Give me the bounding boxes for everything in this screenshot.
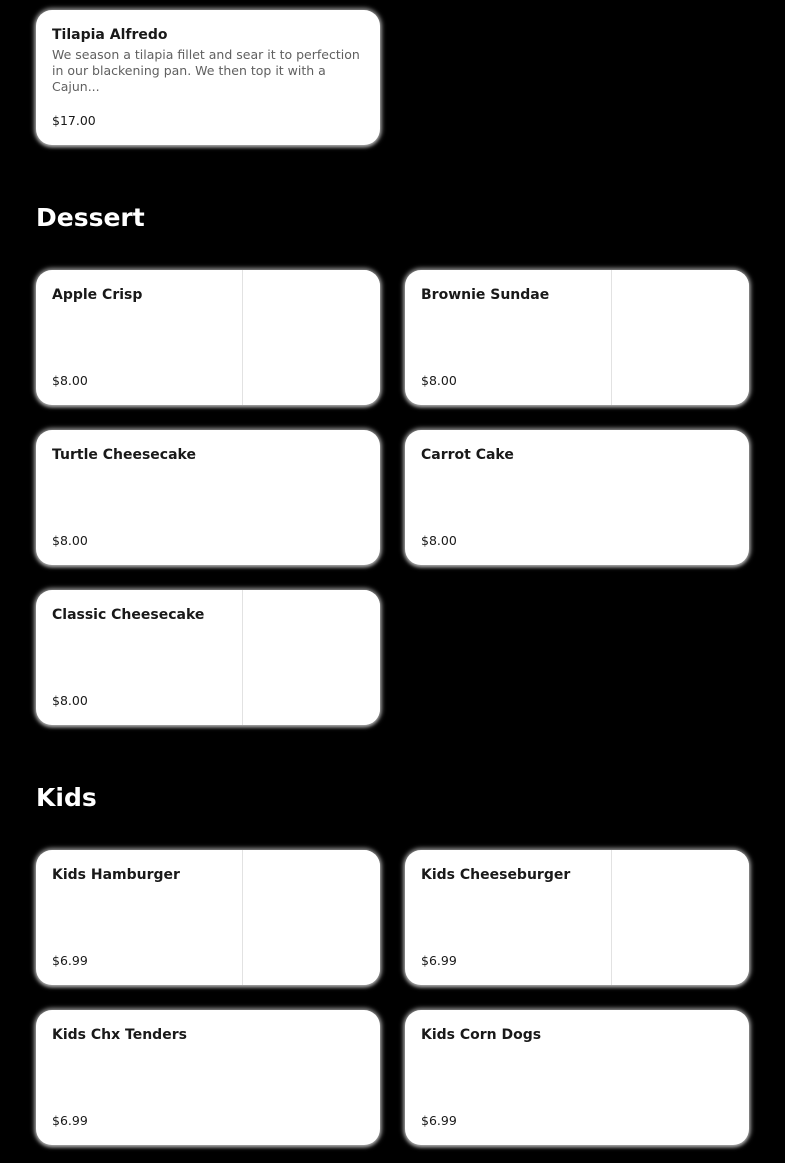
menu-item-price: $8.00 [52, 533, 88, 548]
menu-item-name: Carrot Cake [421, 447, 514, 463]
menu-item-name: Kids Corn Dogs [421, 1027, 542, 1043]
menu-item-card[interactable] [405, 1010, 749, 1145]
menu-item-name: Apple Crisp [52, 287, 143, 303]
menu-item-price: $6.99 [421, 953, 457, 968]
menu-item-name: Brownie Sundae [421, 287, 550, 303]
menu-item-card[interactable] [36, 270, 380, 405]
menu-item-card[interactable] [405, 430, 749, 565]
section-title-dessert: Dessert [36, 203, 145, 232]
menu-item-card[interactable] [405, 850, 749, 985]
menu-item-price: $6.99 [421, 1113, 457, 1128]
menu-item-image [242, 270, 380, 405]
menu-item-card[interactable] [36, 590, 380, 725]
menu-item-card[interactable] [36, 1010, 380, 1145]
menu-item-price: $17.00 [52, 113, 96, 128]
menu-item-name: Turtle Cheesecake [52, 447, 196, 463]
menu-item-image [242, 850, 380, 985]
menu-item-price: $8.00 [52, 693, 88, 708]
menu-item-description: We season a tilapia fillet and sear it to perfection in our blackening pan. We then top it with a Cajun... [52, 47, 360, 94]
menu-item-card[interactable] [36, 430, 380, 565]
menu-item-price: $6.99 [52, 953, 88, 968]
menu-item-price: $8.00 [52, 373, 88, 388]
menu-item-card[interactable] [36, 850, 380, 985]
menu-item-price: $6.99 [52, 1113, 88, 1128]
menu-item-price: $8.00 [421, 533, 457, 548]
menu-item-name: Kids Chx Tenders [52, 1027, 187, 1043]
menu-item-card[interactable] [36, 10, 380, 145]
menu-item-image [611, 850, 749, 985]
menu-item-card[interactable] [405, 270, 749, 405]
menu-item-name: Kids Hamburger [52, 867, 180, 883]
menu-item-image [242, 590, 380, 725]
menu-item-name: Tilapia Alfredo [52, 27, 168, 43]
menu-item-name: Kids Cheeseburger [421, 867, 571, 883]
section-title-kids: Kids [36, 783, 97, 812]
menu-item-image [611, 270, 749, 405]
menu-item-price: $8.00 [421, 373, 457, 388]
menu-item-name: Classic Cheesecake [52, 607, 205, 623]
